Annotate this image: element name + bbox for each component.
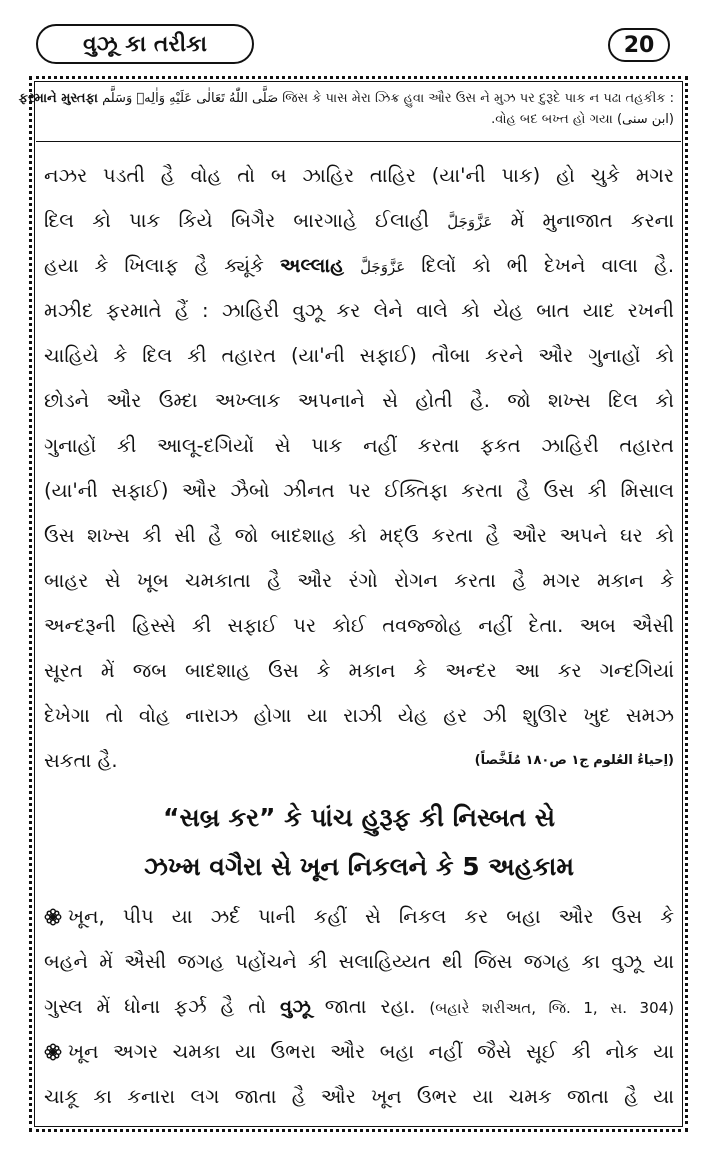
rule-1-line-1 [44, 898, 674, 936]
section-heading-2: ઝખ્મ વગૈરા સે ખૂન નિકલને કે 5 અહકામ [144, 852, 574, 881]
body-line-4: મઝીદ ફરમાતે હૈં : ઝાહિરી વુઝૂ કર લેને વાલે કો યેહ બાત યાદ રખની [44, 299, 674, 322]
body-line-12: સૂરત મેં જબ બાદશાહ ઉસ કે મકાન કે અન્દર આ કર ગન્દગિયાં [44, 659, 674, 682]
body-line-7: ગુનાહોં કી આલૂ-દગિયોં સે પાક નહીં કરતા ફકત ઝાહિરી તહારત [44, 434, 674, 457]
body-line-2a: દિલ કો પાક કિયે બિગૈર બારગાહે ઈલાહી [44, 209, 430, 232]
hadith-label: ફરમાને મુસ્તફા [18, 91, 98, 106]
honorific-azza-wajal: عَزَّوَجَلَّ [447, 213, 493, 231]
body-line-3a: હયા કે ખિલાફ હૈ ક્યૂંકે [44, 254, 264, 277]
body-line-14-text: સકતા હૈ. [44, 749, 118, 772]
rule-1-text-3a: ગુસ્લ મેં ધોના ફર્ઝ હૈ તો [44, 995, 267, 1018]
body-line-8: (યા'ની સફાઈ) ઔર ઝૈબો ઝીનત પર ઈક્તિફા કરતા હૈ ઉસ કી મિસાલ [44, 479, 674, 502]
body-line-14 [44, 742, 674, 780]
body-line-11: અન્દરૂની હિસ્સે કી સફાઈ પર કોઈ તવજ્જોહ નહીં દેતા. અબ ઐસી [44, 614, 674, 637]
rule-2-text-1: ખૂન અગર ચમકા યા ઉભરા ઔર બહા નહીં જૈસે સૂઈ કી નોક યા [68, 1040, 674, 1063]
book-title: વુઝૂ કા તરીકા [36, 24, 254, 64]
hadith-divider [36, 141, 681, 142]
body-line-3 [44, 247, 674, 285]
body-line-9: ઉસ શખ્સ કી સી હૈ જો બાદશાહ કો મદ્ઉ કરતા હૈ ઔર અપને ઘર કો [44, 524, 674, 547]
hadith-source: (ابن سنی) [616, 112, 674, 127]
body-line-13: દેખેગા તો વોહ નારાઝ હોગા યા રાઝી યેહ હર ઝી શુઊર ખુદ સમઝ [44, 704, 674, 727]
body-line-2b: મેં મુનાજાત કરના [510, 209, 674, 232]
rule-1-text-1: ખૂન, પીપ યા ઝર્દ પાની કહીં સે નિકલ કર બહા ઔર ઉસ કે [68, 905, 674, 928]
hadith-line-1 [18, 88, 674, 109]
flower-bullet-icon [44, 1043, 62, 1061]
rule-1-line-3 [44, 988, 674, 1026]
body-line-5: ચાહિયે કે દિલ કી તહારત (યા'ની સફાઈ) તૌબા કરને ઔર ગુનાહોં કો [44, 344, 674, 367]
hadith-line-2 [44, 109, 674, 130]
hadith-text-2: વોહ બદ બખ્ત હો ગયા. [491, 112, 613, 127]
allah-word: અલ્લાહ [279, 254, 345, 277]
bahare-shariat-ref: (બહારે શરીઅત, જિ. 1, સ. 304) [429, 999, 675, 1017]
rule-1-line-2: બહને મેં ઐસી જગહ પહોંચને કી સલાહિય્યત થી જિસ જગહ કા વુઝૂ યા [44, 950, 674, 973]
body-line-6: છોડને ઔર ઉમ્દા અખ્લાક અપનાને સે હોતી હૈ. જો શખ્સ દિલ કો [44, 389, 674, 412]
rule-2-line-1 [44, 1033, 674, 1071]
source-citation: (اِحیاءُ العُلوم ج۱ ص۱۸۰ مُلَخَّصاً) [474, 753, 674, 768]
hadith-text-1: : જિસ કે પાસ મેરા ઝિક્ર હુવા ઔર ઉસ ને મુઝ પર દુરૂદે પાક ન પઢા તહકીક [282, 91, 674, 106]
section-heading-1: “સબ્ર કર” કે પાંચ હુરૂફ કી નિસ્બત સે [163, 803, 555, 832]
body-line-10: બાહર સે ખૂબ ચમકાતા હૈ ઔર રંગો રોગન કરતા હૈ મગર મકાન કે [44, 569, 674, 592]
hadith-salawat: صَلَّى اللّٰهُ تَعَالٰى عَلَيْهِ وَاٰلِهٖ وَسَلَّم [102, 91, 279, 106]
rule-1-text-3b: જાતા રહા. [324, 995, 416, 1018]
honorific-azza-wajal-2: عَزَّوَجَلَّ [360, 258, 406, 276]
body-line-3b: દિલોં કો ભી દેખને વાલા હૈ. [421, 254, 675, 277]
rule-2-line-2: ચાકૂ કા કનારા લગ જાતા હૈ ઔર ખૂન ઉભર યા ચમક જાતા હૈ યા [44, 1085, 674, 1108]
page-number: 20 [608, 28, 670, 62]
hadith-box [18, 88, 674, 140]
flower-bullet-icon [44, 908, 62, 926]
wuzu-bold: વુઝૂ [280, 995, 311, 1018]
body-line-1: નઝર પડતી હૈ વોહ તો બ ઝાહિર તાહિર (યા'ની પાક) હો ચુકે મગર [44, 164, 674, 187]
body-line-2 [44, 202, 674, 240]
